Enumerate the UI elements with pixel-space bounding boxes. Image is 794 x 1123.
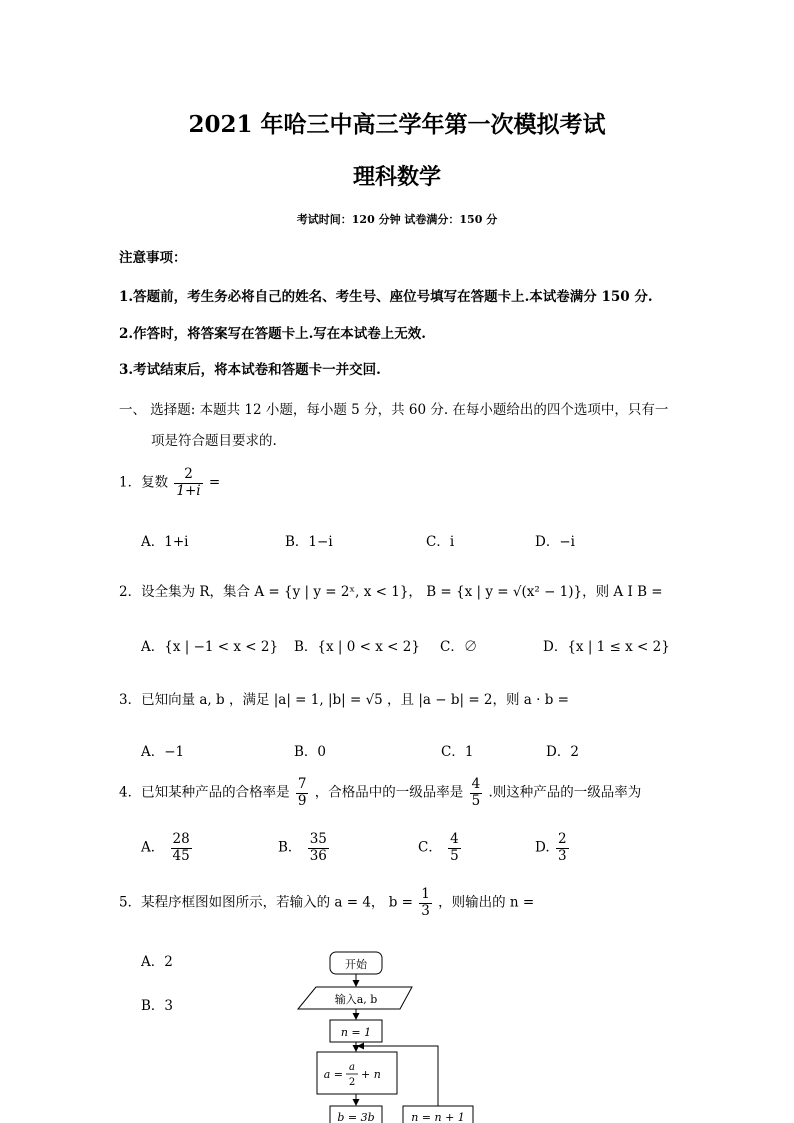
q4-option-c-label: C．	[418, 839, 442, 856]
q2-option-a: A．{x | −1 < x < 2}	[141, 639, 279, 655]
flow-step-a-left: a =	[323, 1068, 343, 1081]
q4-prefix: 4．已知某种产品的合格率是	[119, 784, 290, 801]
q4-option-b-den: 36	[309, 847, 327, 864]
q4-option-d-num: 2	[557, 831, 567, 847]
q1-option-c: C．i	[426, 534, 455, 550]
q4-fraction-1	[296, 777, 309, 809]
q4-option-d-den: 3	[557, 847, 567, 864]
q4-fraction-2	[470, 777, 483, 809]
flow-init-text: n = 1	[340, 1026, 372, 1039]
q4-option-a-fraction	[171, 832, 192, 864]
q1-option-a: A．1+i	[141, 534, 189, 550]
q4-option-b-label: B．	[278, 839, 302, 856]
q1-option-d: D．−i	[535, 534, 575, 550]
notice-item-1: 1.答题前，考生务必将自己的姓名、考生号、座位号填写在答题卡上.本试卷满分 150 分.	[119, 289, 653, 305]
q5-option-a: A．2	[141, 954, 173, 970]
q3-option-d: D．2	[546, 744, 579, 760]
q1-frac-num: 2	[174, 467, 202, 484]
q1-option-b: B．1−i	[285, 534, 333, 550]
q1-fraction	[174, 467, 202, 499]
exam-subtitle: 理科数学	[352, 164, 441, 190]
program-flowchart	[290, 948, 490, 1123]
q4-option-a-label: A．	[141, 839, 165, 856]
q3-option-a: A．−1	[141, 744, 185, 760]
q5-prefix: 5．某程序框图如图所示，若输入的 a = 4， b =	[119, 894, 413, 911]
question-1	[119, 467, 220, 499]
section-heading-line1: 一、 选择题: 本题共 12 小题，每小题 5 分，共 60 分. 在每小题给出的四个选项中，只有一	[119, 402, 669, 418]
q2-option-c: C．∅	[440, 639, 478, 655]
flow-step-a-den: 2	[348, 1077, 356, 1088]
q1-prefix: 1．复数	[119, 474, 169, 491]
q4-middle: ，合格品中的一级品率是	[314, 784, 464, 801]
flow-start-text: 开始	[345, 958, 367, 971]
q4-option-a-den: 45	[172, 847, 190, 864]
q4-option-d	[535, 832, 571, 864]
q1-suffix: =	[208, 474, 221, 491]
q5-f-num: 1	[421, 886, 430, 902]
question-4	[119, 777, 641, 809]
q5-fraction	[419, 887, 432, 919]
exam-title: 2021 年哈三中高三学年第一次模拟考试	[188, 111, 606, 138]
q3-option-b: B．0	[294, 744, 327, 760]
q2-option-d: D．{x | 1 ≤ x < 2}	[543, 639, 670, 655]
notice-heading: 注意事项：	[119, 250, 187, 266]
flow-step-b-text: b = 3b	[337, 1111, 375, 1123]
section-heading-line2: 项是符合题目要求的.	[151, 433, 277, 449]
question-3: 3．已知向量 a, b ，满足 |a| = 1, |b| = √5 ，且 |a − b| = 2，则 a · b =	[119, 692, 569, 708]
q4-f1-den: 9	[297, 792, 307, 809]
q4-option-a	[141, 832, 194, 864]
question-5	[119, 887, 534, 919]
q3-option-c: C．1	[441, 744, 474, 760]
q4-f2-num: 4	[471, 776, 481, 792]
flow-step-a-num: a	[349, 1062, 355, 1073]
q5-f-den: 3	[421, 902, 430, 919]
q4-f2-den: 5	[471, 792, 481, 809]
flow-step-a-right: + n	[361, 1068, 381, 1081]
q4-option-b-fraction	[308, 832, 329, 864]
flow-step-n-text: n = n + 1	[411, 1111, 465, 1123]
flow-input-text: 输入a, b	[334, 993, 378, 1006]
notice-item-2: 2.作答时，将答案写在答题卡上.写在本试卷上无效.	[119, 326, 426, 342]
q4-f1-num: 7	[297, 776, 307, 792]
question-2: 2．设全集为 R，集合 A = {y | y = 2ˣ, x < 1}， B = {x | y = √(x² − 1)}，则 A I B =	[119, 584, 663, 600]
q4-option-c	[418, 832, 463, 864]
q2-option-b: B．{x | 0 < x < 2}	[294, 639, 420, 655]
q4-option-d-label: D.	[535, 839, 550, 856]
q5-option-b: B．3	[141, 998, 174, 1014]
q4-option-c-den: 5	[450, 847, 459, 864]
q4-option-d-fraction	[556, 832, 569, 864]
q4-option-c-num: 4	[450, 831, 459, 847]
q1-frac-den: 1+i	[176, 482, 201, 499]
q4-option-a-num: 28	[172, 831, 190, 847]
notice-item-3: 3.考试结束后，将本试卷和答题卡一并交回.	[119, 362, 381, 378]
q4-option-b	[278, 832, 331, 864]
q5-suffix: ，则输出的 n =	[438, 894, 535, 911]
q4-suffix: .则这种产品的一级品率为	[488, 784, 642, 801]
q4-option-c-fraction	[448, 832, 461, 864]
exam-meta: 考试时间：120 分钟 试卷满分：150 分	[296, 213, 498, 226]
q4-option-b-num: 35	[309, 831, 327, 847]
